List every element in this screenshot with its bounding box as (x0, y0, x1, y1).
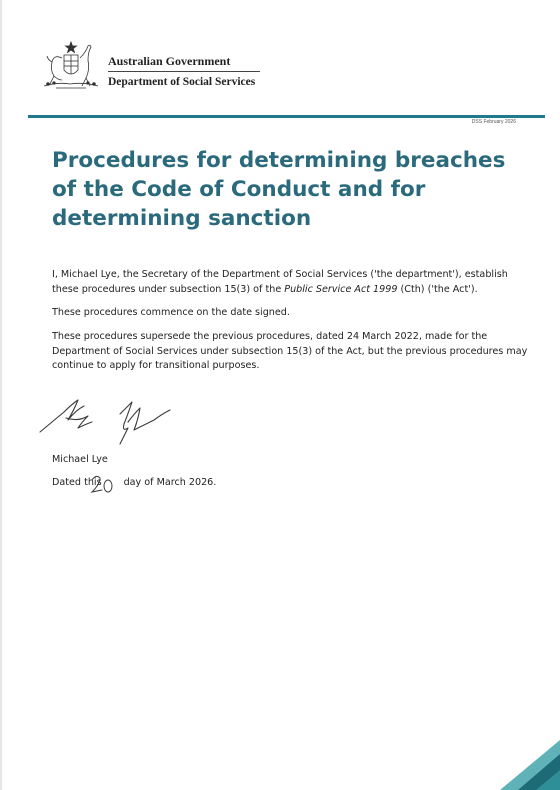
dated-line (52, 476, 532, 491)
agency-name-block (108, 54, 283, 89)
paragraph-commencement: These procedures commence on the date signed. (52, 307, 290, 318)
paragraph-supersede: These procedures supersede the previous procedures, dated 24 March 2022, made for the Department of Social Services under subsection 15(3) of the Act, but the previous procedures may continue to apply for transitional purposes. (52, 331, 528, 371)
page-edge (0, 0, 2, 790)
header-rule (28, 115, 545, 118)
paragraph-establishment (52, 268, 532, 297)
header (40, 40, 280, 100)
dated-suffix: day of March 2026. (123, 477, 217, 488)
commonwealth-coat-of-arms-icon (40, 40, 102, 92)
department-name: Department of Social Services (108, 76, 256, 88)
handwritten-day-icon (88, 472, 116, 498)
document-title: Procedures for determining breaches of the Code of Conduct and for determining sanction (52, 148, 506, 231)
act-name: Public Service Act 1999 (284, 283, 398, 295)
agency-divider (108, 71, 260, 72)
dated-prefix: Dated this (52, 477, 102, 488)
government-name: Australian Government (108, 54, 231, 68)
document-reference: DSS February 2026 (471, 119, 516, 125)
paragraph-establishment-text: I, Michael Lye, the Secretary of the Department of Social Services ('the department'), establish these procedures under subsection 15(3) of the (52, 269, 508, 295)
signatory-name: Michael Lye (52, 454, 108, 465)
paragraph-establishment-tail: (Cth) ('the Act'). (397, 283, 478, 295)
corner-decoration (500, 740, 560, 790)
handwritten-signature-icon (38, 392, 188, 452)
